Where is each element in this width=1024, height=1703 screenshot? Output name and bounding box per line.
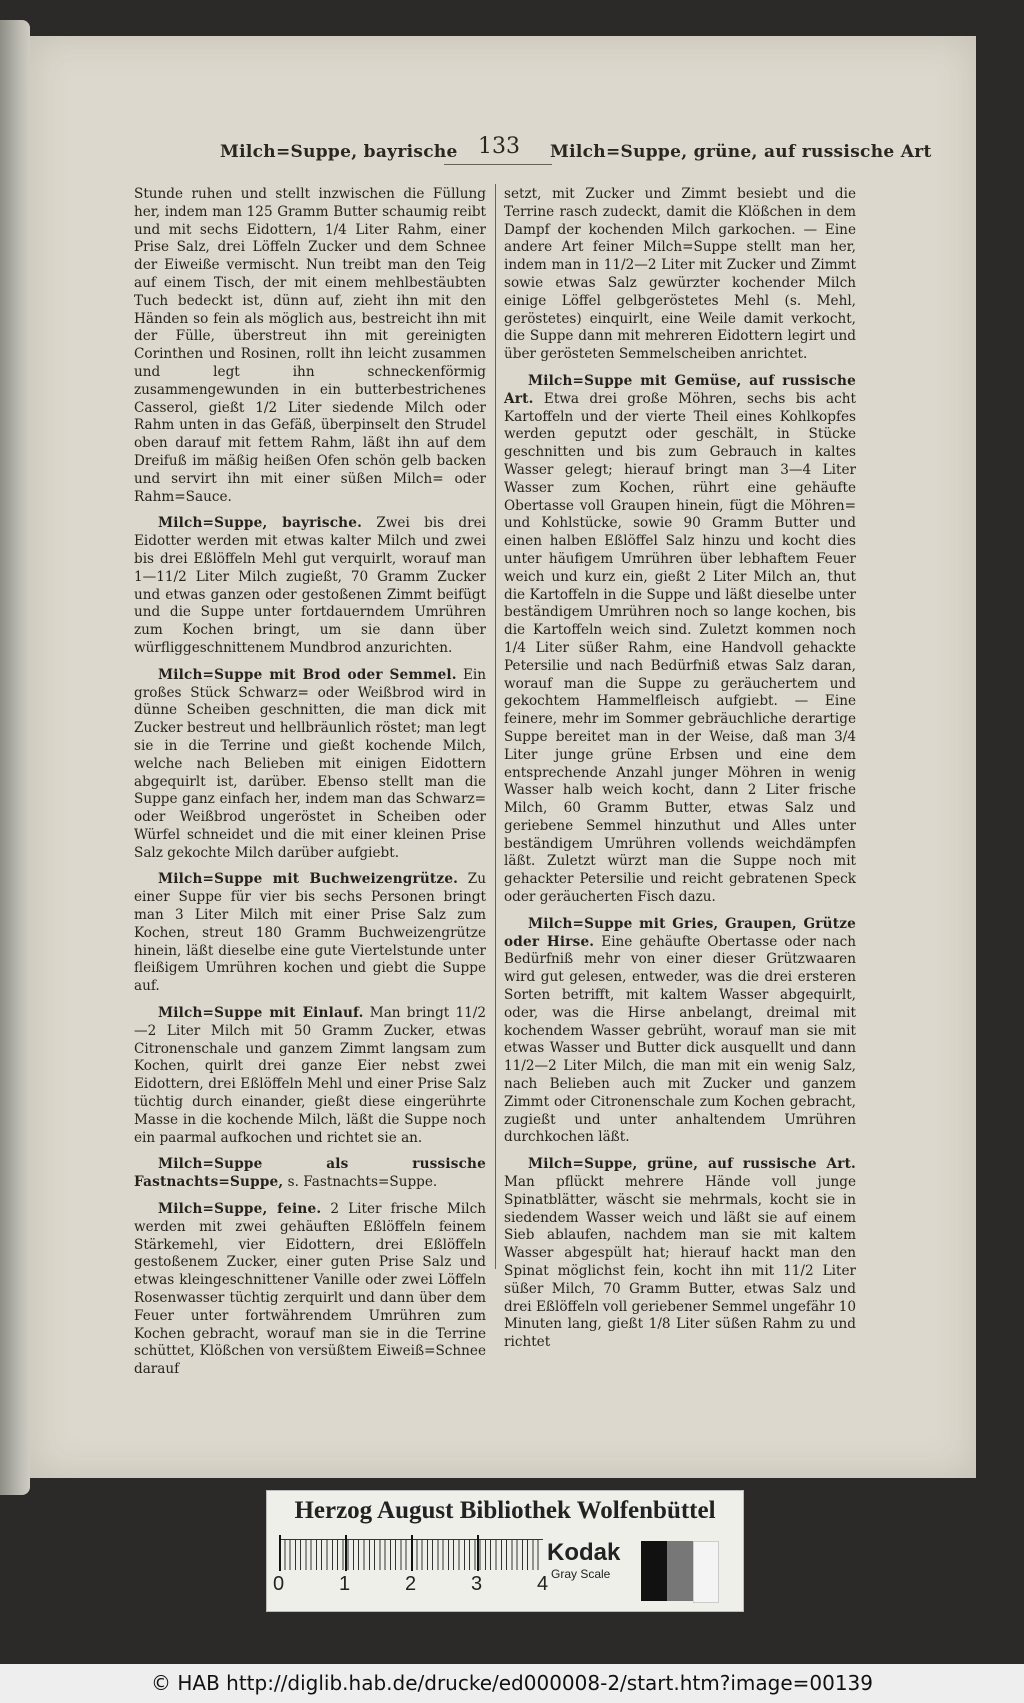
- gray-patch-black: [641, 1541, 667, 1601]
- page-number: 133: [478, 134, 520, 159]
- entry-text: Man bringt 11/2—2 Liter Milch mit 50 Gramm Zucker, etwas Citronenschale und ganzem Zimmt langsam zum Kochen, quirlt drei ganze Eier nebst zwei Eidottern, drei Eßlöffeln Mehl und einer Prise Salz tüchtig durch einander, gießt diese eingerührte Masse in die kochende Milch, läßt die Suppe noch ein paarmal aufkochen und richtet sie an.: [134, 1005, 486, 1146]
- left-column: [134, 186, 486, 1388]
- entry-text: Man pflückt mehrere Hände voll junge Spinatblätter, wäscht sie mehrmals, kocht sie in siedendem Wasser weich und läßt sie auf einem Sieb ablaufen, nachdem man sie mit kaltem Wasser abgespült hat; hierauf hackt man den Spinat möglichst fein, kocht ihn mit 11/2 Liter süßer Milch, 70 Gramm Butter, etwas Salz und drei Eßlöffeln voll geriebener Semmel ungefähr 10 Minuten lang, gießt 1/8 Liter süßen Rahm zu und richtet: [504, 1174, 856, 1351]
- entry-paragraph: [504, 186, 856, 364]
- ruler-label: 3: [471, 1573, 483, 1595]
- entry-text: setzt, mit Zucker und Zimmt besiebt und die Terrine rasch zudeckt, damit die Klößchen in dem Dampf der kochenden Milch garkochen. — Eine andere Art feiner Milch=Suppe stellt man her, indem man in 11/2—2 Liter mit Zucker und Zimmt sowie etwas Salz gewürzter kochender Milch einige Löffel gelbgeröstetes Mehl (s. Mehl, geröstetes) einquirlt, eine Weile damit verkocht, die Suppe dann mit mehreren Eidottern legirt und über gerösteten Semmelscheiben anrichtet.: [504, 186, 856, 363]
- entry-text: 2 Liter frische Milch werden mit zwei gehäuften Eßlöffeln feinem Stärkemehl, vier Eidottern, drei Eßlöffeln gestoßenem Zucker, einer guten Prise Salz und etwas kleingeschnittener Vanille oder zwei Löffeln Rosenwasser tüchtig zerquirlt und dann über dem Feuer unter fortwährendem Umrühren zum Kochen gebracht, worauf man sie in die Terrine schüttet, Klößchen von versüßtem Eiweiß=Schnee darauf: [134, 1201, 486, 1378]
- entry-paragraph: [134, 667, 486, 863]
- color-target-card: [266, 1490, 744, 1612]
- book-page: [30, 36, 976, 1478]
- entry-paragraph: [504, 916, 856, 1147]
- ruler-label: 4: [537, 1573, 549, 1595]
- entry-heading: Milch=Suppe, grüne, auf russische Art.: [528, 1156, 856, 1173]
- ruler-labels: [271, 1573, 571, 1597]
- kodak-logo: Kodak: [547, 1539, 621, 1566]
- header-right-title: Milch=Suppe, grüne, auf russische Art: [550, 142, 932, 162]
- entry-text: Zwei bis drei Eidotter werden mit etwas kalter Milch und zwei bis drei Eßlöffeln Mehl gut verquirlt, worauf man 1—11/2 Liter Milch zugießt, 70 Gramm Zucker und etwas ganzen oder gestoßenen Zimmt beifügt und die Suppe unter fortdauerndem Umrühren zum Kochen bringt, um sie dann über würfliggeschnittenem Mundbrod anzurichten.: [134, 515, 486, 656]
- ruler-label: 2: [405, 1573, 417, 1595]
- header-rule: [444, 164, 552, 165]
- entry-paragraph: [134, 1005, 486, 1147]
- entry-text: Etwa drei große Möhren, sechs bis acht Kartoffeln und der vierte Theil eines Kohlkopfes werden geputzt oder geschält, in Stücke geschnitten und bis zum Gebrauch in kaltes Wasser gelegt; hierauf bringt man 3—4 Liter Wasser zum Kochen, rührt eine gehäufte Obertasse voll Graupen hinein, fügt die Möhren= und Kohlstücke, sowie 90 Gramm Butter und einen halben Eßlöffel Salz hinzu und kocht dies unter häufigem Umrühren über lebhaftem Feuer weich und kurz ein, gießt 2 Liter Milch an, thut die Kartoffeln in die Suppe und läßt dieselbe unter beständigem Umrühren noch so lange kochen, bis die Kartoffeln weich sind. Zuletzt kommen noch 1/4 Liter süßer Rahm, eine Handvoll gehackte Petersilie und nach Bedürfniß etwas Salz daran, worauf man die Suppe zu geräuchertem und gekochtem Hammelfleisch aufgiebt. — Eine feinere, mehr im Sommer gebräuchliche derartige Suppe bereitet man in der Weise, daß man 3/4 Liter junge grüne Erbsen und eine dem entsprechende Anzahl junger Möhren in wenig Wasser halb weich kocht, dann 2 Liter frische Milch, 60 Gramm Butter, etwas Salz und geriebene Semmel hinzuthut und Alles unter beständigem Umrühren vollends weichdämpfen läßt. Zuletzt würzt man die Suppe noch mit gehackter Petersilie und reicht gebratenen Speck oder geräucherten Fisch dazu.: [504, 390, 856, 906]
- entry-paragraph: [134, 871, 486, 996]
- entry-paragraph: [134, 186, 486, 506]
- book-edge: [0, 20, 30, 1495]
- entry-heading: Milch=Suppe mit Einlauf.: [158, 1005, 364, 1022]
- entry-text: Stunde ruhen und stellt inzwischen die Füllung her, indem man 125 Gramm Butter schaumig reibt und mit sechs Eidottern, 1/4 Liter Rahm, einer Prise Salz, drei Löffeln Zucker und dem Schnee der Eiweiße vermischt. Nun treibt man den Teig auf einem Tisch, der mit einem mehlbestäubten Tuch bedeckt ist, dünn auf, zieht ihn mit den Händen so fein als möglich aus, bestreicht ihn mit der Fülle, überstreut ihn mit gereinigten Corinthen und Rosinen, rollt ihn leicht zusammen und legt ihn schneckenförmig zusammengewunden in ein butterbestrichenes Casserol, gießt 1/2 Liter siedende Milch oder Rahm unten in das Gefäß, überpinselt den Strudel oben darauf mit fettem Rahm, läßt ihn auf dem Dreifuß im mäßig heißen Ofen schön gelb backen und servirt ihn mit einer süßen Milch= oder Rahm=Sauce.: [134, 186, 486, 505]
- entry-heading: Milch=Suppe mit Gemüse, auf russische Art.: [504, 372, 856, 407]
- entry-text: Ein großes Stück Schwarz= oder Weißbrod wird in dünne Scheiben geschnitten, die man dick mit Zucker bestreut und hellbräunlich röstet; man legt sie in die Terrine und gießt kochende Milch, welche nach Belieben mit einigen Eidottern abgequirlt ist, darüber. Ebenso stellt man die Suppe ganz einfach her, indem man das Schwarz= oder Weißbrod ungeröstet in Scheiben oder Würfel schneidet und die mit einer kleinen Prise Salz gekochte Milch darüber aufgiebt.: [134, 666, 486, 861]
- library-name: Herzog August Bibliothek Wolfenbüttel: [294, 1497, 716, 1524]
- gray-scale-label: Gray Scale: [551, 1567, 611, 1581]
- entry-heading: Milch=Suppe, feine.: [158, 1201, 322, 1218]
- entry-paragraph: [504, 373, 856, 907]
- entry-text: Eine gehäufte Obertasse oder nach Bedürfniß mehr von einer dieser Grützwaaren wird gut gelesen, entweder, was die drei ersteren Sorten betrifft, mit kaltem Wasser abgequirlt, oder, was die Hirse anbelangt, dreimal mit kochendem Wasser gebrüht, worauf man sie mit etwas Wasser und Butter dick ausquellt und dann 11/2—2 Liter Milch, die man mit ein wenig Salz, nach Belieben auch mit Zucker und ganzem Zimmt oder Citronenschale zum Kochen gebracht, zugießt und unter anhaltendem Umrühren durchkochen läßt.: [504, 933, 856, 1146]
- gray-patch-white: [693, 1541, 719, 1603]
- entry-heading: Milch=Suppe mit Gries, Graupen, Grütze oder Hirse.: [504, 915, 856, 950]
- right-column: [504, 186, 856, 1361]
- ruler-label: 1: [339, 1573, 351, 1595]
- entry-heading: Milch=Suppe, bayrische.: [158, 515, 363, 532]
- copyright-footer: © HAB http://diglib.hab.de/drucke/ed000008-2/start.htm?image=00139: [0, 1664, 1024, 1703]
- gray-patch-mid: [667, 1541, 693, 1601]
- entry-heading: Milch=Suppe mit Brod oder Semmel.: [158, 666, 457, 683]
- entry-heading: Milch=Suppe mit Buchweizengrütze.: [158, 871, 459, 888]
- entry-paragraph: [134, 1201, 486, 1379]
- entry-heading: Milch=Suppe als russische Fastnachts=Suppe,: [134, 1156, 486, 1191]
- entry-paragraph: [134, 515, 486, 657]
- header-left-title: Milch=Suppe, bayrische: [220, 142, 458, 162]
- entry-paragraph: [504, 1156, 856, 1352]
- column-divider: [495, 184, 496, 1269]
- ruler-label: 0: [273, 1573, 285, 1595]
- running-header: [30, 132, 976, 172]
- entry-text: s. Fastnachts=Suppe.: [287, 1174, 438, 1191]
- scale-ruler-major-ticks: [279, 1535, 543, 1571]
- entry-text: Zu einer Suppe für vier bis sechs Personen bringt man 3 Liter Milch mit einer Prise Salz zum Kochen, streut 180 Gramm Buchweizengrütze hinein, läßt dieselbe eine gute Viertelstunde unter fleißigem Umrühren kochen und giebt die Suppe auf.: [134, 871, 486, 995]
- entry-paragraph: [134, 1156, 486, 1192]
